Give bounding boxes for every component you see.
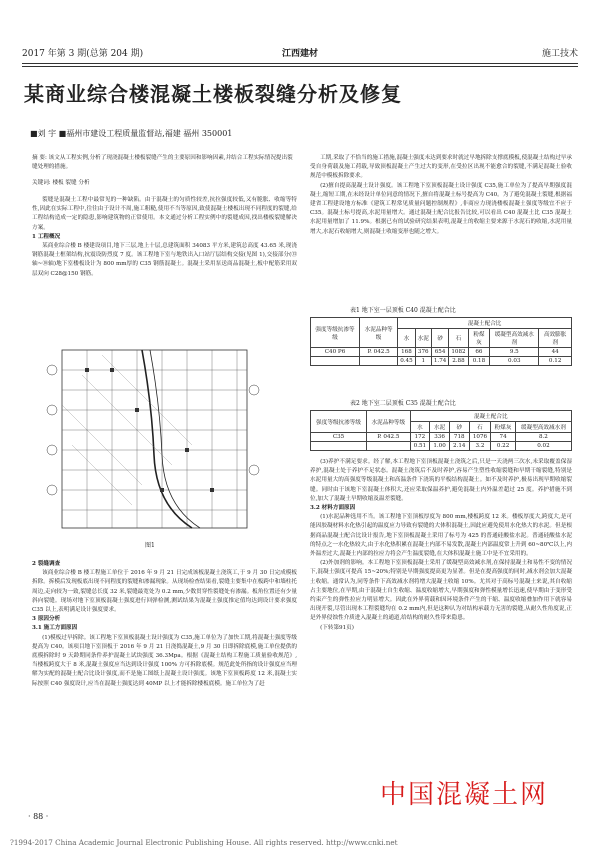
table-group-header: 混凝土配合比	[398, 318, 572, 329]
table-cell: 1076	[469, 433, 491, 442]
table2-caption: 表2 地下室二层顶板 C35 混凝土配合比	[350, 400, 456, 407]
table-cell: 0.22	[491, 442, 516, 451]
page-number: · 88 ·	[28, 812, 49, 821]
table-header: 水泥	[430, 422, 450, 433]
table-cell: 1.74	[431, 357, 448, 366]
table-cell: 0.12	[539, 357, 572, 366]
paragraph: (2)外加剂的影响。本工程地下室顶板混凝土采用了缓凝型高效减水剂,在保持混凝土和易性不变的情况下,混凝土强度可提高 15~20%;特别是早期强度提高更为显著。但是在提高强度的同时,减水剂会加大混凝土收缩。通常认为,同等条件下高效减水剂将增大混凝土收缩 10%。尤其对于高标号混凝土来说,其自收缩占主要地位,在早期,由于混凝土自生收缩、温度收缩增大,早期强度和弹性模量增长迅速,使早期由于变形受约束产生的弹性拉应力明显增大。因此在外界荷载和因环境条件产生的干缩、温度收缩叠加作用下就容易出现开裂,尽管出现本工程裂缝均在 0.2 mm内,但是这种认为对结构承载力无害的裂缝,从耐久性角度说,正是外界侵蚀性介质进入混凝土的通道,给结构的耐久性带来隐患。	[310, 560, 572, 622]
table-cell: 654	[431, 348, 448, 357]
table-cell: 1.00	[430, 442, 450, 451]
table-cell: P. 042.5	[367, 433, 410, 442]
table-cell: 9.5	[490, 348, 539, 357]
paragraph: 某商业综合楼 B 楼建设项目,地下三层,地上十层,总建筑面积 34083 平方米,建筑总高度 43.65 米,现浇钢筋混凝土框架结构,抗震设防烈度 7 度。该工程地下室与地铁出入口站厅层结构交接(见图 1),交接部分(⑬轴~⑩轴)地下室楼板设计为 800 mm厚的 C35 钢筋混凝土。混凝土采用泵送商品混凝土,板中配筋采用双层双向 C28@150 钢筋。	[32, 243, 297, 277]
paragraph: (2)擅自提高混凝土设计强度。该工程地下室顶板混凝土设计强度 C35,施工单位为了提高早期强度混凝土,缩短工期,在未经设计单位同意的情况下,擅自将混凝土标号提高为 C40。为了避免混凝土裂缝,根据福建省工程建设地方标准《建筑工程常见质量问题控制规程》,非商应力现浇楼板混凝土强度等级宜不应于 C35。混凝土标号提高,水泥用量增大。通过混凝土配合比报告比较,可以看出 C40 混凝土比 C35 混凝土水泥用量增加了 11.9%。根据已有的试验研究结果表明,混凝土的收缩主要来源于水泥石的收缩,水泥用量增大,水泥石收缩增大,则混凝土收缩变形也随之增大。	[310, 182, 572, 235]
figure-caption: 图1	[145, 542, 155, 549]
table-row	[311, 442, 572, 451]
watermark-text: 中国混凝土网	[379, 780, 548, 810]
table-group-header: 混凝土配合比	[410, 411, 571, 422]
section-heading: 2 裂缝调查	[32, 561, 61, 567]
figure-1-plan	[42, 345, 262, 535]
table-cell: 0.02	[515, 442, 571, 451]
table-cell: 0.51	[410, 442, 430, 451]
table-cell: 8.2	[515, 433, 571, 442]
table-cell: 3.2	[469, 442, 491, 451]
table-header: 砂	[449, 422, 469, 433]
table-header: 缓凝型高效减水剂	[515, 422, 571, 433]
table-header: 水泥	[415, 329, 431, 348]
table2-mix-c35	[310, 410, 572, 451]
paragraph: (1)水泥品种选用不当。该工程地下室顶板厚度为 800 mm,楼板跨度 12 米。楼板厚度大,跨度大,是可能因胶凝材料水化热引起的温度应力导致有裂缝的大体积混凝土,因此应避免使用水化热大的水泥。但是根据商品混凝土配合比设计报告,地下室顶板混凝土采用了标号为 425 的普通硅酸盐水泥。普通硅酸盐水泥的特点之一水化热较大,由于水化热积累在混凝土内部不易发散,混凝土内部温度常上升到 60~80℃以上,内外温差过大,混凝土内部的拉应力将会产生温度裂缝,在大体积混凝土施工中是不宜采用的。	[310, 514, 572, 558]
table-cell: 718	[449, 433, 469, 442]
header-rule-bottom	[22, 66, 578, 67]
running-header	[22, 44, 578, 62]
right-column-top	[310, 154, 572, 237]
table-cell: 2.14	[449, 442, 469, 451]
table-cell: 66	[468, 348, 490, 357]
table-cell: 2.88	[449, 357, 468, 366]
section-heading: 1 工程概况	[32, 233, 61, 240]
table-header: 水泥品种等级	[360, 318, 398, 348]
header-rule-top	[22, 63, 578, 64]
issue-info: 2017 年第 3 期(总第 204 期)	[22, 49, 144, 59]
table-header: 强度等级抗渗等级	[311, 318, 360, 348]
table-cell	[311, 442, 367, 451]
table-header: 石	[469, 422, 491, 433]
paragraph: 工期,采取了不恰当的施工措施,混凝土强度未达到要求时就过早地拆除支撑底模板,使混凝土结构过早承受自身荷载及施工荷载,导致顶板混凝土产生过大的变形,在受拉区出现不能愈合的裂缝,不满足混凝土验收规范中模板拆除要求。	[310, 155, 572, 180]
table-cell: C35	[311, 433, 367, 442]
table-cell: 376	[415, 348, 431, 357]
table-cell: 336	[430, 433, 450, 442]
table-cell: 74	[491, 433, 516, 442]
section-heading: 3 原因分析	[32, 616, 61, 623]
author-line: ■刘 宇 ■福州市建设工程质量监督站,福建 福州 350001	[30, 129, 233, 138]
table-row	[311, 357, 572, 366]
table1-mix-c40	[310, 317, 572, 366]
copyright-footer: ?1994-2017 China Academic Journal Electronic Publishing House. All rights reserved. http://www.cnki.net	[10, 838, 398, 847]
journal-name: 江西建材	[281, 49, 318, 59]
table-cell: 172	[410, 433, 430, 442]
keywords: 关键词: 楼板 裂缝 分析	[32, 180, 90, 186]
table-cell: 44	[539, 348, 572, 357]
paragraph: (3)养护不满足要求。经了解,本工程地下室顶板混凝土浇筑之后,只是一天浇两三次水,未采取覆盖保湿养护,混凝土处于养护不足状态。混凝土浇筑后不及时养护,容易产生塑性收缩裂缝和早期干缩裂缝,特别是水泥用量大的高强度等级混凝土和高温条件下浇筑的平板结构混凝土。如不及时养护,极易出现早期收缩裂缝。同时由于该地下室混凝土体积大,还应采取保温养护,避免混凝土内外温差超过 25 度。养护措施不到位,加大了混凝土早期收缩及温差裂缝。	[310, 459, 572, 502]
table-cell	[311, 357, 360, 366]
table-header: 水	[398, 329, 415, 348]
table-header: 缓凝型高效减水剂	[490, 329, 539, 348]
table-row	[311, 433, 572, 442]
table-cell: 0.18	[468, 357, 490, 366]
table-cell: 0.03	[490, 357, 539, 366]
table-cell: C40 P6	[311, 348, 360, 357]
table-header: 水泥品种等级	[367, 411, 410, 433]
table-header: 水	[410, 422, 430, 433]
table1-caption: 表1 地下室一层顶板 C40 混凝土配合比	[350, 307, 456, 314]
table-cell: 168	[398, 348, 415, 357]
table-cell: P. 042.5	[360, 348, 398, 357]
section-heading: 3.2 材料方面原因	[310, 505, 356, 512]
table-header: 粉煤灰	[491, 422, 516, 433]
left-column-body	[32, 560, 297, 689]
article-title: 某商业综合楼混凝土楼板裂缝分析及修复	[24, 82, 402, 106]
section-name: 施工技术	[541, 49, 578, 59]
table-header: 强度等级抗渗等级	[311, 411, 367, 433]
left-column-intro	[32, 196, 297, 279]
paragraph: (1)模板过早拆除。该工程地下室顶板混凝土设计强度为 C35,施工单位为了加快工期,将混凝土强度等级提高为 C40。该项目地下室顶板于 2016 年 9 月 21 日浇捣混凝土,9 月 30 日即拆除底模,施工单位提供的底模拆除时 9 天龄期同条件养护混凝土试块强度 36.3Mpa。根据《混凝土结构工程施工质量验收规范》,当楼板跨度大于 8 米,混凝土强度应当达到设计强度 100% 方可拆除底模。规范此处所指的设计强度应当理解为实配的混凝土配合比设计强度,而不是施工图纸上混凝土设计强度。该地下室顶板跨度 12 米,混凝土实际按照 C40 强度设计,应当在混凝土强度达到 40MP 以上才能拆除楼板底模。施工单位为了赶	[32, 634, 297, 687]
paragraph: 该商业综合楼 B 楼工程施工单位于 2016 年 9 月 21 日完成该板混凝土浇筑工,于 9 月 30 日完成模板拆除。拆模后发现板底出现不同程度的裂缝和渗漏现象。从现场检查结果看,裂缝主要集中在板跨中和墙柱托周边,走向较为一致,裂缝总长度 32 米,裂缝最宽处为 0.2 mm,少数贯穿性裂缝处有渗漏。板角位置还有少量斜向裂缝。现场对地下室顶板混凝土强度进行回弹检测,测试结果为混凝土强度推定值均达到设计要求强度 C35 以上,表明满足设计强度要求。	[32, 570, 297, 614]
right-column-body	[310, 458, 572, 633]
table-header: 砂	[431, 329, 448, 348]
table-cell	[360, 357, 398, 366]
table-header: 粉煤灰	[468, 329, 490, 348]
table-cell: 1082	[449, 348, 468, 357]
table-header: 高效膨胀剂	[539, 329, 572, 348]
paragraph: 裂缝是混凝土工程中最常见的一种缺陷。由于混凝土的匀质性较差,抗拉强度较低,又有脆胀、收缩等特性,因此在实际工程中,往往由于设计不周,施工粗糙,使用不当等原因,致使混凝土楼板出现不同程度的裂缝,给工程结构造成一定的隐患,影响建筑物的正常使用。本文通过分析工程实例中的裂缝成因,找出楼板裂缝解决方案。	[32, 197, 297, 231]
table-row	[311, 348, 572, 357]
abstract: 摘 要: 该文从工程实例,分析了现浇混凝土楼板裂缝产生的主要原因和影响因素,并结合工程实际情况提出裂缝处理的措施。	[32, 155, 293, 170]
section-heading: 3.1 施工方面原因	[32, 625, 78, 632]
table-header: 石	[449, 329, 468, 348]
table-cell: 0.45	[398, 357, 415, 366]
table-cell: 1	[415, 357, 431, 366]
paragraph: (下转第91页)	[320, 624, 354, 631]
table-cell	[367, 442, 410, 451]
